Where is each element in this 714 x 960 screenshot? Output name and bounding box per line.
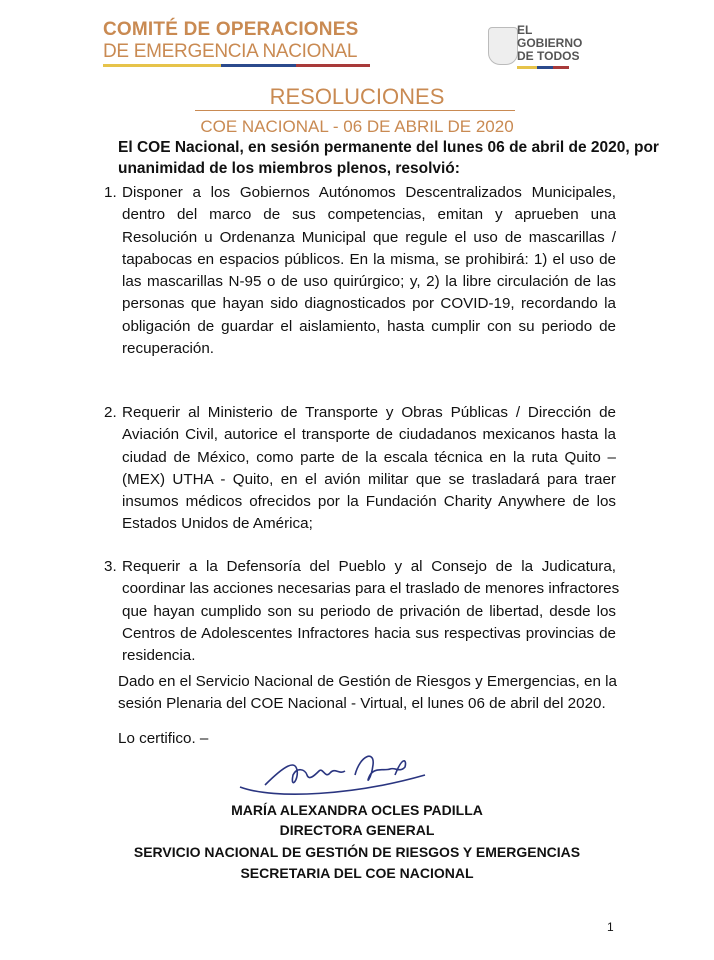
item-line: recuperación.: [122, 340, 215, 358]
gov-flag-stripe-yellow: [517, 66, 537, 69]
item-number: 2.: [104, 404, 117, 421]
gov-flag-stripe-red: [553, 66, 569, 69]
intro-line: El COE Nacional, en sesión permanente del lunes 06 de abril de 2020, por: [118, 139, 659, 156]
flag-stripe-red: [296, 64, 370, 67]
closing-paragraph: [118, 671, 615, 716]
item-line: Resolución u Ordenanza Municipal que regule el uso de mascarillas /: [122, 228, 616, 246]
resolution-item: [104, 556, 620, 667]
item-line: personas que hayan sido diagnosticados por COVID-19, recordando la: [122, 295, 616, 313]
item-line: Requerir al Ministerio de Transporte y Obras Públicas / Dirección de: [122, 404, 616, 421]
handwritten-signature: [235, 745, 435, 800]
signatory-institution: SERVICIO NACIONAL DE GESTIÓN DE RIESGOS Y EMERGENCIAS: [133, 844, 581, 860]
org-name-line2: DE EMERGENCIA NACIONAL: [103, 41, 358, 62]
intro-paragraph: [118, 137, 659, 179]
item-line: Disponer a los Gobiernos Autónomos Descentralizados Municipales,: [122, 184, 616, 201]
signatory-name: MARÍA ALEXANDRA OCLES PADILLA: [231, 802, 483, 818]
page-title: RESOLUCIONES: [269, 84, 445, 109]
closing-line: Dado en el Servicio Nacional de Gestión de Riesgos y Emergencias, en la: [118, 673, 617, 690]
signatory-role: DIRECTORA GENERAL: [279, 822, 435, 838]
item-number: 1.: [104, 184, 117, 201]
item-line: tapabocas en espacios públicos. En la misma, se prohibirá: 1) el uso de: [122, 250, 616, 268]
gov-logo-line: GOBIERNO: [517, 36, 583, 50]
title-underline: [195, 110, 515, 111]
resolution-item: [104, 182, 616, 360]
page-subtitle: COE NACIONAL - 06 DE ABRIL DE 2020: [200, 117, 514, 136]
gov-flag-stripe-blue: [537, 66, 553, 69]
item-line: las mascarillas N-95 o de uso quirúrgico; y, 2) la libre circulación de las: [122, 273, 616, 291]
gobierno-logo: [517, 24, 582, 63]
item-line: ciudad de México, como parte de la escala técnica en la ruta Quito –: [122, 448, 616, 466]
item-line: obligación de guardar el aislamiento, hasta cumplir con su periodo de: [122, 317, 616, 335]
item-line: coordinar las acciones necesarias para el traslado de menores infractores: [122, 580, 620, 598]
item-line: Centros de Adolescentes Infractores hacia sus respectivas provincias de: [122, 624, 616, 642]
item-line: dentro del marco de sus competencias, emitan y aprueben una: [122, 206, 616, 224]
item-line: Estados Unidos de América;: [122, 515, 313, 533]
item-line: insumos médicos ofrecidos por la Fundación Charity Anywhere de los: [122, 493, 616, 511]
item-line: Aviación Civil, autorice el transporte de ciudadanos mexicanos hasta la: [122, 426, 616, 444]
item-line: Requerir a la Defensoría del Pueblo y al Consejo de la Judicatura,: [122, 558, 616, 575]
resolution-item: [104, 402, 616, 536]
gov-logo-line: EL: [517, 23, 533, 37]
flag-stripe-blue: [221, 64, 296, 67]
flag-stripe-yellow: [103, 64, 221, 67]
gov-logo-line: DE TODOS: [517, 49, 580, 63]
item-line: (MEX) UTHA - Quito, en el avión militar que se trasladará para traer: [122, 470, 616, 488]
org-name-line1: COMITÉ DE OPERACIONES: [103, 19, 359, 40]
certification-text: Lo certifico. –: [118, 730, 209, 747]
closing-line: sesión Plenaria del COE Nacional - Virtual, el lunes 06 de abril del 2020.: [118, 695, 606, 713]
item-line: que hayan cumplido son su periodo de privación de libertad, desde los: [122, 602, 616, 620]
ecuador-coat-of-arms-icon: [488, 27, 518, 65]
intro-line: unanimidad de los miembros plenos, resolvió:: [118, 160, 460, 177]
page-number: 1: [607, 920, 614, 934]
item-number: 3.: [104, 558, 117, 575]
item-line: residencia.: [122, 647, 196, 665]
signatory-secretary: SECRETARIA DEL COE NACIONAL: [240, 865, 474, 881]
